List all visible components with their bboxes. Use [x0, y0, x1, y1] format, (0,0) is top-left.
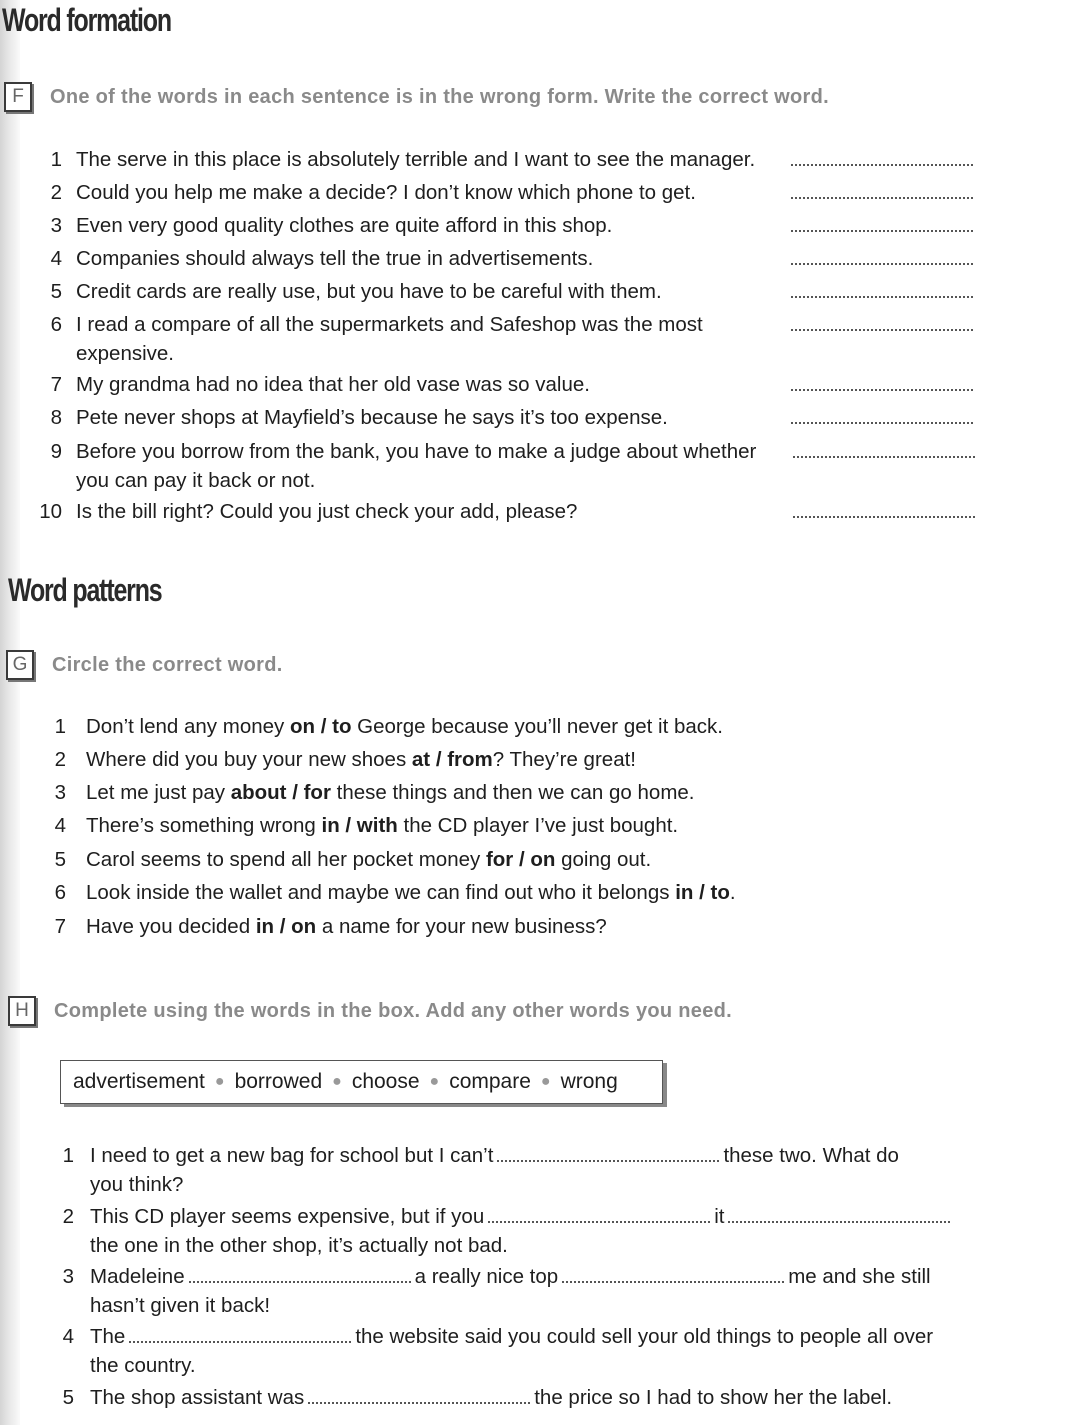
item-text-continued: the country.	[90, 1354, 196, 1377]
item-text: The	[90, 1325, 126, 1348]
item-number: 2	[62, 1205, 74, 1228]
word-box-item: choose	[351, 1070, 420, 1093]
exercise-letter-badge: F	[4, 82, 32, 112]
item-text-before: Let me just pay	[86, 781, 231, 804]
item-text: me and she still	[788, 1265, 931, 1288]
list-item	[36, 245, 986, 273]
exercise-g-header	[6, 650, 283, 680]
item-text: these two. What do	[723, 1144, 899, 1167]
choice-options[interactable]: at / from	[411, 748, 493, 771]
item-text-continued: hasn’t given it back!	[90, 1294, 271, 1317]
word-box-item: compare	[449, 1070, 531, 1093]
item-text: a really nice top	[414, 1265, 559, 1288]
item-text-after: ? They’re great!	[492, 748, 636, 771]
item-text: Credit cards are really use, but you have to be careful with them.	[76, 280, 662, 303]
answer-input[interactable]	[791, 389, 973, 391]
item-number: 2	[54, 748, 66, 771]
answer-input[interactable]	[793, 456, 975, 458]
item-text-after: George because you’ll never get it back.	[351, 715, 723, 738]
list-item	[36, 278, 986, 306]
choice-options[interactable]: in / on	[255, 915, 317, 938]
item-text: The serve in this place is absolutely terrible and I want to see the manager.	[76, 148, 756, 171]
list-item	[48, 1263, 978, 1321]
choice-options[interactable]: in / to	[675, 881, 730, 904]
exercise-h-header	[8, 996, 732, 1026]
item-text: it	[714, 1205, 725, 1228]
item-number: 4	[62, 1325, 74, 1348]
list-item	[36, 146, 986, 174]
page-spine-shadow	[0, 0, 20, 1425]
choice-options[interactable]: in / with	[321, 814, 398, 837]
exercise-f-header	[4, 82, 829, 112]
item-text: I read a compare of all the supermarkets and Safeshop was the most	[76, 313, 703, 336]
choice-options[interactable]: on / to	[289, 715, 352, 738]
item-text: Companies should always tell the true in advertisements.	[76, 247, 594, 270]
bullet-separator: ●	[214, 1073, 225, 1090]
answer-input[interactable]	[791, 164, 973, 166]
blank-input[interactable]	[488, 1221, 710, 1223]
list-item	[48, 1323, 978, 1381]
exercise-letter-badge: G	[6, 650, 34, 680]
bullet-separator: ●	[429, 1073, 440, 1090]
word-box-item: advertisement	[73, 1070, 205, 1093]
item-number: 4	[54, 814, 66, 837]
item-number: 2	[50, 181, 62, 204]
blank-input[interactable]	[189, 1281, 411, 1283]
list-item	[36, 438, 986, 496]
item-text-continued: you think?	[90, 1173, 184, 1196]
blank-input[interactable]	[308, 1402, 530, 1404]
exercise-instruction: Complete using the words in the box. Add any other words you need.	[54, 999, 733, 1022]
item-text-continued: expensive.	[76, 342, 175, 365]
list-item	[48, 1203, 978, 1261]
exercise-instruction: One of the words in each sentence is in the wrong form. Write the correct word.	[50, 85, 830, 108]
list-item	[48, 1384, 978, 1414]
list-item	[36, 371, 986, 399]
item-text-continued: the one in the other shop, it’s actually not bad.	[90, 1234, 508, 1257]
answer-input[interactable]	[793, 516, 975, 518]
word-box-item: borrowed	[234, 1070, 323, 1093]
answer-input[interactable]	[791, 230, 973, 232]
list-item	[36, 498, 986, 526]
item-number: 5	[54, 848, 66, 871]
bullet-separator: ●	[332, 1073, 342, 1090]
item-number: 5	[50, 280, 62, 303]
item-text: Is the bill right? Could you just check your add, please?	[76, 500, 578, 523]
item-text: I need to get a new bag for school but I can’t	[90, 1144, 494, 1167]
item-number: 7	[54, 915, 66, 938]
list-item	[48, 1142, 978, 1200]
answer-input[interactable]	[791, 329, 973, 331]
list-item	[36, 179, 986, 207]
item-number: 1	[54, 715, 66, 738]
item-text: My grandma had no idea that her old vase was so value.	[76, 373, 590, 396]
blank-input[interactable]	[562, 1281, 784, 1283]
item-text: This CD player seems expensive, but if you	[90, 1205, 485, 1228]
item-number: 6	[54, 881, 66, 904]
item-number: 9	[50, 440, 62, 463]
word-box-item: wrong	[560, 1070, 618, 1093]
item-text-before: Carol seems to spend all her pocket money	[86, 848, 486, 871]
item-text: the price so I had to show her the label.	[534, 1386, 893, 1409]
answer-input[interactable]	[791, 197, 973, 199]
blank-input[interactable]	[129, 1341, 351, 1343]
item-text: Before you borrow from the bank, you have to make a judge about whether	[76, 440, 757, 463]
bullet-separator: ●	[540, 1073, 551, 1090]
item-number: 10	[39, 500, 62, 523]
item-number: 1	[50, 148, 62, 171]
item-text-after: a name for your new business?	[316, 915, 607, 938]
exercise-letter-badge: H	[8, 996, 36, 1026]
item-text: Could you help me make a decide? I don’t know which phone to get.	[76, 181, 696, 204]
choice-options[interactable]: for / on	[485, 848, 556, 871]
item-number: 5	[62, 1386, 74, 1409]
item-text: The shop assistant was	[90, 1386, 305, 1409]
exercise-instruction: Circle the correct word.	[52, 653, 283, 676]
item-text-after: .	[729, 881, 736, 904]
item-number: 3	[50, 214, 62, 237]
item-text-continued: you can pay it back or not.	[76, 469, 316, 492]
blank-input[interactable]	[728, 1221, 950, 1223]
list-item	[36, 404, 986, 432]
answer-input[interactable]	[791, 422, 973, 424]
item-number: 4	[50, 247, 62, 270]
list-item	[36, 212, 986, 240]
answer-input[interactable]	[791, 263, 973, 265]
item-text-before: Have you decided	[86, 915, 256, 938]
item-text-before: Where did you buy your new shoes	[86, 748, 412, 771]
item-number: 1	[62, 1144, 74, 1167]
item-text: Madeleine	[90, 1265, 185, 1288]
item-text-after: the CD player I’ve just bought.	[397, 814, 679, 837]
section-title-word-patterns: Word patterns	[8, 572, 162, 608]
item-text: Even very good quality clothes are quite afford in this shop.	[76, 214, 613, 237]
answer-input[interactable]	[791, 296, 973, 298]
item-number: 8	[50, 406, 62, 429]
item-number: 6	[50, 313, 62, 336]
list-item	[36, 311, 986, 369]
blank-input[interactable]	[497, 1160, 719, 1162]
item-text-before: There’s something wrong	[86, 814, 322, 837]
item-text-before: Look inside the wallet and maybe we can find out who it belongs	[86, 881, 676, 904]
item-text-after: these things and then we can go home.	[330, 781, 695, 804]
item-number: 7	[50, 373, 62, 396]
item-text-before: Don’t lend any money	[86, 715, 290, 738]
choice-options[interactable]: about / for	[230, 781, 331, 804]
word-box	[60, 1060, 663, 1104]
section-title-word-formation: Word formation	[2, 2, 171, 38]
item-number: 3	[62, 1265, 74, 1288]
item-text-after: going out.	[555, 848, 652, 871]
item-number: 3	[54, 781, 66, 804]
item-text: Pete never shops at Mayfield’s because he says it’s too expense.	[76, 406, 668, 429]
item-text: the website said you could sell your old things to people all over	[355, 1325, 934, 1348]
